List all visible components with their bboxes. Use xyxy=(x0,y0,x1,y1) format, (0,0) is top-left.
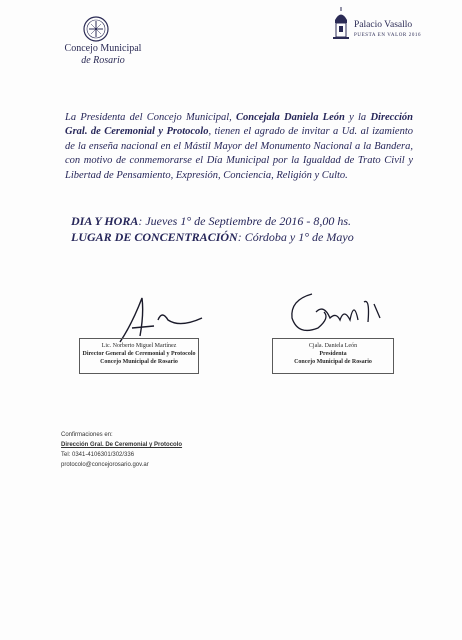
signature-block-right xyxy=(272,338,394,374)
body-part-2: y la xyxy=(344,112,371,123)
signature-block-left xyxy=(79,338,199,374)
palace-tower-icon xyxy=(331,6,351,40)
event-place-label: LUGAR DE CONCENTRACIÓN xyxy=(71,230,238,244)
signer-org: Concejo Municipal de Rosario xyxy=(100,359,178,365)
body-part-3: , tienen el agrado de invitar a Ud. al izamiento de la enseña nacional en el Mástil Mayor del Monumento Nacional a la Bandera, con motivo de conmemorarse el Día Municipal por la Igualdad de Trato Civil y Libertad de Pensamiento, Expresión, Conciencia, Religión y Culto. xyxy=(65,126,414,181)
signer-name: Cjala. Daniela León xyxy=(308,343,358,349)
signer-role: Presidenta xyxy=(319,351,347,357)
council-name-line1: Concejo Municipal xyxy=(64,43,142,54)
event-date-label: DIA Y HORA xyxy=(71,214,139,228)
palace-title: Palacio Vasallo xyxy=(354,20,413,30)
signer-role: Director General de Ceremonial y Protocolo xyxy=(82,351,196,357)
council-name-line2: de Rosario xyxy=(81,55,125,66)
event-place-line xyxy=(71,229,421,245)
invitation-body xyxy=(65,111,413,183)
confirmations-email: protocolo@concejorosario.gov.ar xyxy=(61,462,149,468)
event-details xyxy=(71,213,421,245)
body-directorate-name: Dirección Gral. de Ceremonial y Protocolo xyxy=(65,112,414,138)
body-part-1: La Presidenta del Concejo Municipal, xyxy=(65,112,237,123)
confirmations-office: Dirección Gral. De Ceremonial y Protocolo xyxy=(61,442,183,448)
event-place-value: : Córdoba y 1° de Mayo xyxy=(237,230,354,244)
confirmations-phone: Tel: 0341-4106301/302/336 xyxy=(61,452,135,458)
signer-name: Lic. Norberto Miguel Martínez xyxy=(101,343,177,349)
event-date-value: : Jueves 1° de Septiembre de 2016 - 8,00 hs. xyxy=(138,214,351,228)
council-name xyxy=(58,43,148,67)
body-president-name: Concejala Daniela León xyxy=(236,112,345,123)
confirmations-heading: Confirmaciones en: xyxy=(61,432,113,438)
signer-org: Concejo Municipal de Rosario xyxy=(294,359,372,365)
event-date-line xyxy=(71,213,421,229)
confirmations xyxy=(61,430,182,470)
palace-subtitle: PUESTA EN VALOR 2016 xyxy=(354,33,422,38)
